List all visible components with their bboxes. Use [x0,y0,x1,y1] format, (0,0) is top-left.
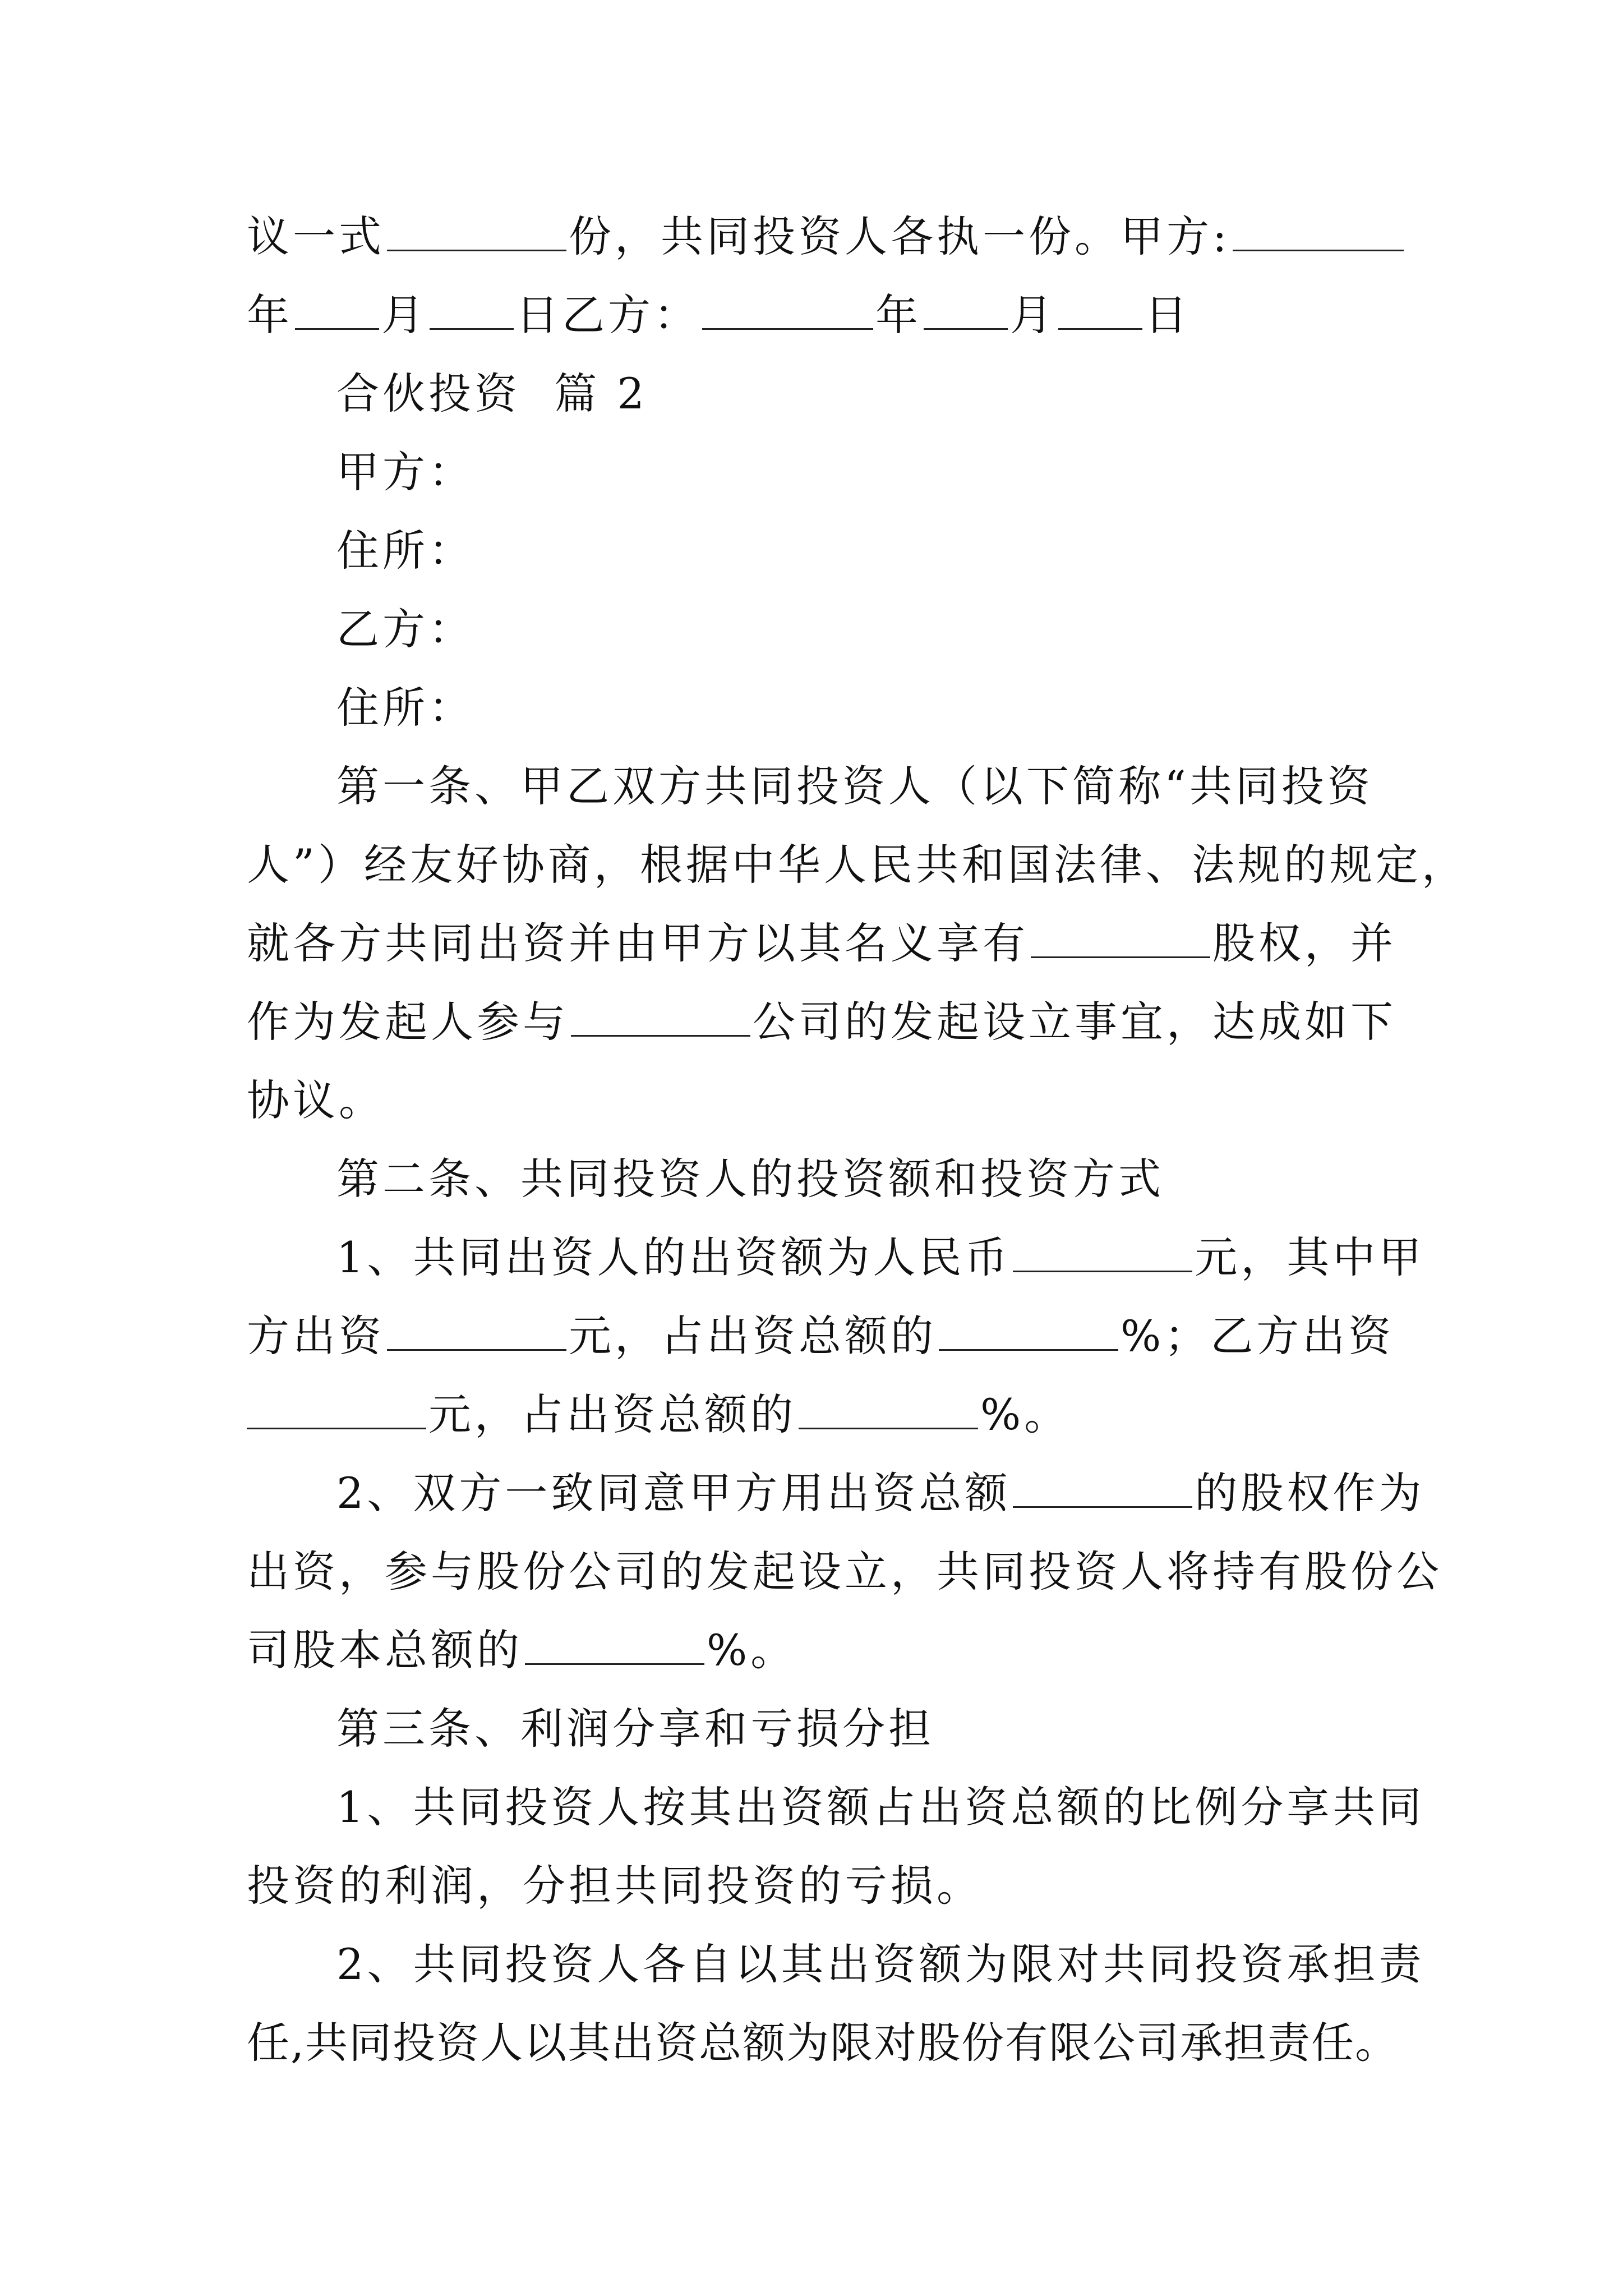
text-segment: 司股本总额的 [247,1625,523,1675]
text-segment: 日 [1145,290,1191,340]
text-segment: 元，占出资总额的 [428,1389,796,1439]
article-3-title: 第三条、利润分享和亏损分担 [336,1704,934,1754]
blank-field [387,1310,566,1351]
article-3-line: 2、共同投资人各自以其出资额为限对共同投资承担责 [336,1939,1425,1989]
party-b-address-label: 住所： [336,683,474,733]
article-2-line [247,1622,796,1678]
article-1-line: 第一条、甲乙双方共同投资人（以下简称“共同投资 [336,761,1373,811]
blank-field [387,210,566,251]
text-segment: 就各方共同出资并由甲方以其名义享有 [247,918,1029,968]
blank-field [939,1310,1118,1351]
article-1-line [247,994,1396,1050]
article-1-line: 人”）经友好协商，根据中华人民共和国法律、法规的规定， [247,840,1468,890]
article-1-line [247,915,1396,972]
text-segment: 议一式 [247,211,385,261]
blank-field [1013,1231,1192,1272]
blank-field [702,289,873,330]
party-a-label: 甲方： [336,447,474,497]
article-2-title: 第二条、共同投资人的投资额和投资方式 [336,1154,1164,1204]
article-3-line: 投资的利润，分担共同投资的亏损。 [247,1861,983,1911]
party-b-label: 乙方： [336,604,474,654]
text-segment: %。 [707,1625,797,1675]
text-line [247,287,1191,343]
text-segment: 作为发起人参与 [247,997,569,1047]
text-segment: 月 [1010,290,1056,340]
text-segment: 股权，并 [1212,918,1396,968]
text-segment: 元，占出资总额的 [569,1311,937,1361]
blank-field [571,996,750,1037]
blank-field [799,1388,978,1429]
blank-field [1031,917,1210,958]
text-line [247,209,1406,265]
article-2-line [247,1308,1394,1364]
article-2-line [247,1387,1070,1443]
article-1-line: 协议。 [247,1075,385,1125]
blank-field [1058,289,1142,330]
text-segment: 日乙方： [516,290,700,340]
text-segment: 年 [247,290,293,340]
article-2-line [336,1465,1424,1521]
blank-field [1013,1467,1192,1508]
text-segment: 份，共同投资人各执一份。甲方: [569,211,1230,261]
article-2-line: 出资，参与股份公司的发起设立，共同投资人将持有股份公 [247,1547,1442,1596]
text-segment: 2、双方一致同意甲方用出资总额 [336,1468,1011,1518]
text-segment: 公司的发起设立事宜，达成如下 [753,997,1396,1047]
article-3-line: 任,共同投资人以其出资总额为限对股份有限公司承担责任。 [247,2018,1399,2068]
blank-field [430,289,514,330]
article-3-line: 1、共同投资人按其出资额占出资总额的比例分享共同 [336,1782,1425,1832]
text-segment: 的股权作为 [1195,1468,1425,1518]
blank-field [295,289,379,330]
blank-field [525,1624,704,1665]
blank-field [247,1388,426,1429]
blank-field [924,289,1008,330]
text-segment: 元，其中甲 [1195,1232,1425,1282]
text-segment: %。 [980,1389,1071,1439]
text-segment: %；乙方出资 [1121,1311,1395,1361]
text-segment: 1、共同出资人的出资额为人民币 [336,1232,1011,1282]
blank-field [1233,210,1404,251]
section-title: 合伙投资 篇 2 [336,369,648,418]
text-segment: 月 [381,290,427,340]
text-segment: 方出资 [247,1311,385,1361]
party-a-address-label: 住所： [336,526,474,576]
text-segment: 年 [875,290,921,340]
article-2-line [336,1230,1424,1286]
